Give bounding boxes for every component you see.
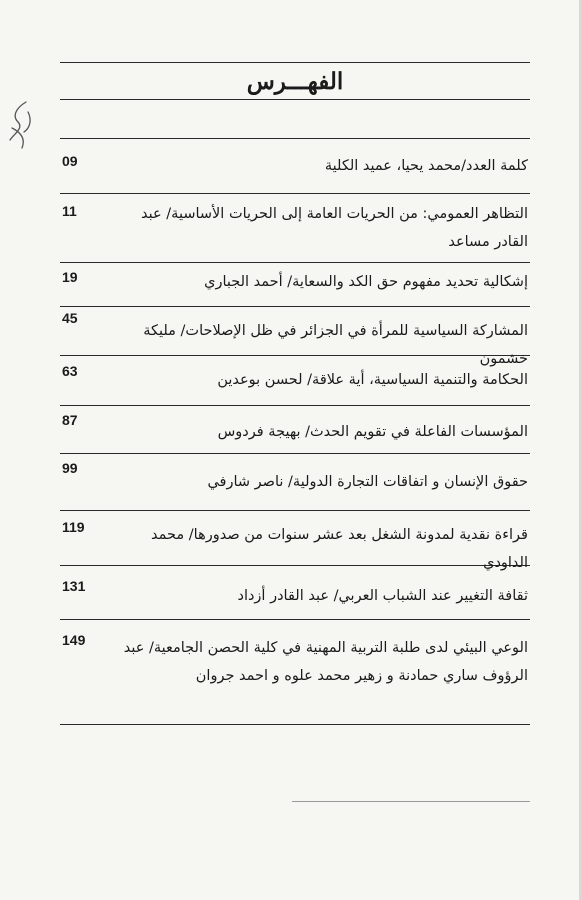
- toc-entry: [60, 566, 530, 620]
- entry-page-number: 87: [62, 412, 78, 428]
- toc-entry: [60, 263, 530, 307]
- entry-title: إشكالية تحديد مفهوم حق الكد والسعاية/ أحمد الجباري: [204, 274, 528, 290]
- entry-page-number: 99: [62, 460, 78, 476]
- entry-title: قراءة نقدية لمدونة الشغل بعد عشر سنوات من صدورها/ محمد الداودي: [151, 527, 528, 571]
- toc-entry: [60, 356, 530, 406]
- entry-title: كلمة العدد/محمد يحيا، عميد الكلية: [324, 158, 528, 174]
- entry-page-number: 149: [62, 632, 86, 648]
- toc-entry: [60, 454, 530, 511]
- toc-entry: [60, 139, 530, 194]
- toc-title: الفهـــرس: [246, 67, 344, 95]
- entry-title: الوعي البيئي لدى طلبة التربية المهنية في كلية الحصن الجامعية/ عبد الرؤوف ساري حمادنة و زهير محمد علوه و احمد جروان: [123, 640, 528, 684]
- entry-title: المؤسسات الفاعلة في تقويم الحدث/ بهيجة فردوس: [217, 424, 528, 440]
- toc-entry: [60, 406, 530, 454]
- entry-page-number: 45: [62, 310, 78, 326]
- entry-title: المشاركة السياسية للمرأة في الجزائر في ظل الإصلاحات/ مليكة خشمون: [143, 323, 528, 367]
- entry-page-number: 63: [62, 363, 78, 379]
- toc-entry: [60, 194, 530, 263]
- toc-entry: [60, 620, 530, 725]
- toc-entry: [60, 307, 530, 367]
- entry-title: ثقافة التغيير عند الشباب العربي/ عبد القادر أزداد: [237, 588, 528, 604]
- handwritten-mark: [4, 98, 38, 158]
- entry-page-number: 131: [62, 578, 86, 594]
- entry-page-number: 09: [62, 153, 78, 169]
- entry-page-number: 119: [62, 519, 85, 535]
- entry-page-number: 19: [62, 269, 78, 285]
- entry-page-number: 11: [62, 203, 77, 219]
- entry-title: التظاهر العمومي: من الحريات العامة إلى الحريات الأساسية/ عبد القادر مساعد: [141, 206, 528, 250]
- toc-entry: [60, 511, 530, 571]
- entry-title: الحكامة والتنمية السياسية، أية علاقة/ لحسن بوعدين: [217, 372, 528, 388]
- table-of-contents: [60, 138, 530, 725]
- entry-title: حقوق الإنسان و اتفاقات التجارة الدولية/ ناصر شارفي: [207, 474, 528, 490]
- footnote-divider: [292, 801, 530, 802]
- toc-header: [60, 62, 530, 100]
